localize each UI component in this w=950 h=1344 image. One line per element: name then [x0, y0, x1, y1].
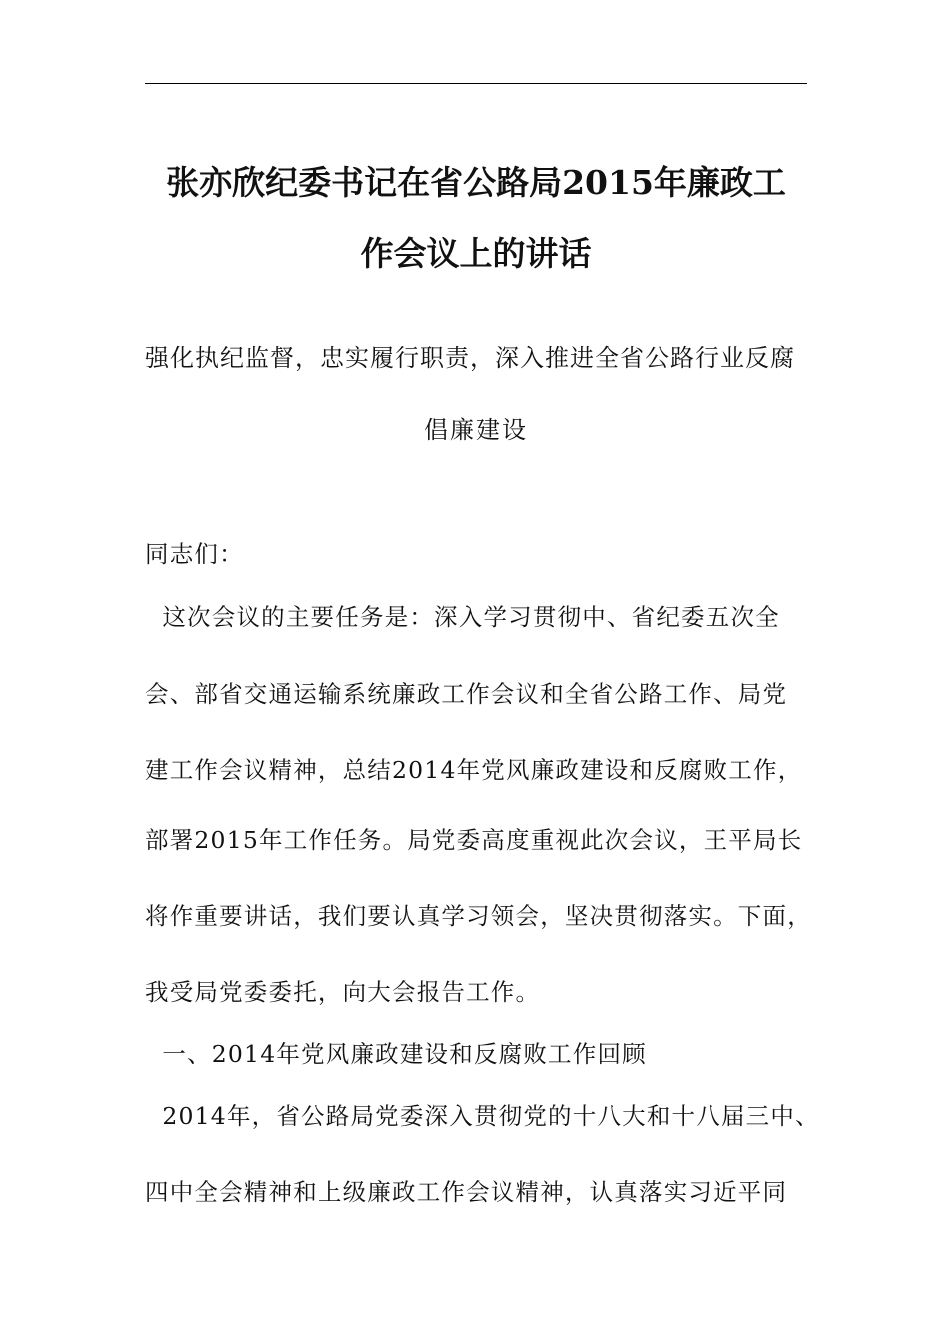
document-title-line-2: 作会议上的讲话 — [360, 234, 592, 273]
document-subtitle-line-2: 倡廉建设 — [424, 416, 528, 444]
header-rule — [145, 83, 807, 84]
body-line-3: 建工作会议精神，总结2014年党风廉政建设和反腐败工作， — [145, 756, 803, 784]
body-line-4: 部署2015年工作任务。局党委高度重视此次会议，王平局长 — [145, 826, 803, 854]
body-line-8: 四中全会精神和上级廉政工作会议精神，认真落实习近平同 — [145, 1178, 788, 1206]
body-line-6: 我受局党委委托，向大会报告工作。 — [145, 978, 541, 1006]
body-line-5: 将作重要讲话，我们要认真学习领会，坚决贯彻落实。下面， — [145, 902, 812, 930]
salutation: 同志们： — [145, 540, 244, 568]
section-heading-1: 一、2014年党风廉政建设和反腐败工作回顾 — [145, 1040, 647, 1068]
body-line-7: 2014年，省公路局党委深入贯彻党的十八大和十八届三中、 — [145, 1102, 820, 1130]
document-title-line-1: 张亦欣纪委书记在省公路局2015年廉政工 — [166, 163, 786, 202]
document-subtitle-line-1: 强化执纪监督，忠实履行职责，深入推进全省公路行业反腐 — [145, 344, 795, 372]
body-line-1: 这次会议的主要任务是：深入学习贯彻中、省纪委五次全 — [145, 603, 780, 631]
body-line-2: 会、部省交通运输系统廉政工作会议和全省公路工作、局党 — [145, 680, 788, 708]
